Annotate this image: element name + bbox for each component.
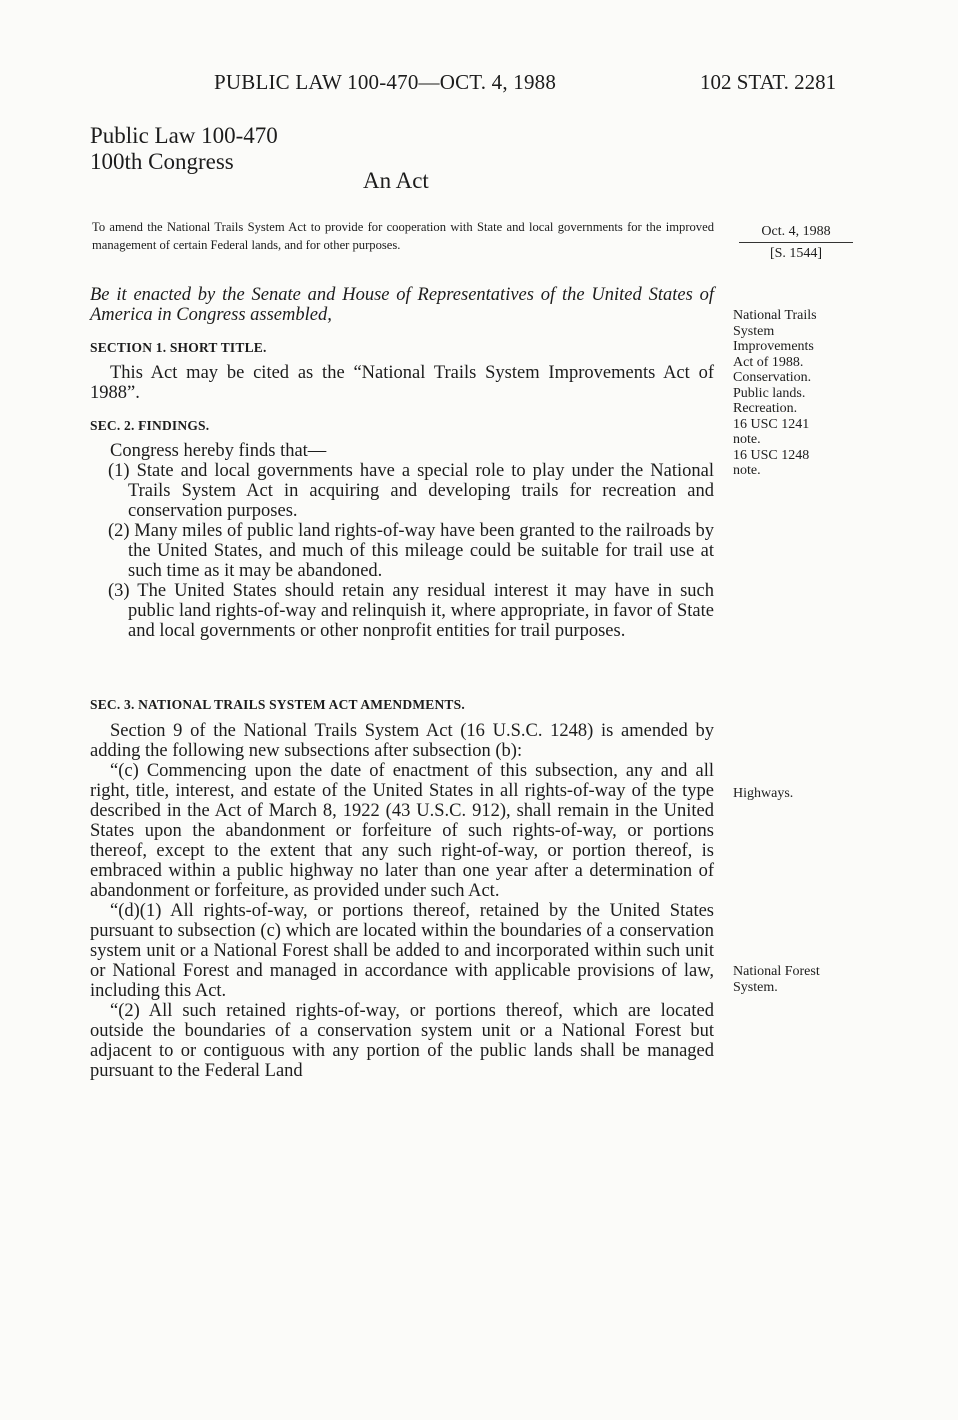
margin-date-block [751, 224, 841, 262]
finding-item: (1) State and local governments have a special role to play under the National Trails System Act in acquiring and developing trails for recreation and conservation purposes. [108, 461, 714, 521]
findings-intro: Congress hereby finds that— [110, 441, 327, 461]
public-law-number: Public Law 100-470 [90, 123, 278, 148]
margin-note-line: note. [733, 432, 761, 447]
margin-note-line: Recreation. [733, 401, 798, 416]
subsection-d2: “(2) All such retained rights-of-way, or portions thereof, which are located outside the boundaries of a conservation system unit or a National Forest but adjacent to or contiguous with any portion of the public lands shall be managed pursuant to the Federal Land [90, 1001, 714, 1081]
margin-note-line: Improvements [733, 339, 814, 354]
margin-note-line: note. [733, 463, 761, 478]
margin-note-line: 16 USC 1248 [733, 447, 810, 463]
section2-heading: SEC. 2. FINDINGS. [90, 418, 210, 433]
section1-text [90, 363, 714, 403]
short-title-text: This Act may be cited as the “National Trails System Improvements Act of 1988”. [90, 363, 714, 403]
purpose-statement: To amend the National Trails System Act to provide for cooperation with State and local governments for the improved management of certain Federal lands, and for other purposes. [92, 220, 714, 252]
enacting-clause: Be it enacted by the Senate and House of Representatives of the United States of America in Congress assembled, [90, 285, 714, 325]
running-head: PUBLIC LAW 100-470—OCT. 4, 1988 [214, 70, 557, 94]
margin-note-line: National Trails [733, 308, 817, 323]
margin-note-national-forest [733, 964, 858, 995]
an-act-heading: An Act [363, 168, 429, 193]
section1-heading: SECTION 1. SHORT TITLE. [90, 340, 267, 355]
finding-item: (3) The United States should retain any residual interest it may have in such public land rights-of-way and relinquish it, where appropriate, in favor of State and local governments or other nonprofit entities for trail purposes. [108, 581, 714, 641]
margin-note-line: Act of 1988. [733, 354, 804, 370]
section2-body [90, 441, 714, 641]
enactment-date: Oct. 4, 1988 [761, 224, 831, 239]
margin-note-line: National Forest [733, 964, 820, 979]
date-divider [739, 242, 853, 243]
margin-note-line: System. [733, 979, 778, 995]
section3-heading: SEC. 3. NATIONAL TRAILS SYSTEM ACT AMENDMENTS. [90, 697, 465, 712]
finding-item: (2) Many miles of public land rights-of-way have been granted to the railroads by the United States, and much of this mileage could be suitable for trail use at such time as it may be abandoned. [108, 521, 714, 581]
margin-note-line: Conservation. [733, 370, 812, 385]
subsection-c: “(c) Commencing upon the date of enactment of this subsection, any and all right, title, interest, and estate of the United States in all rights-of-way of the type described in the Act of March 8, 1922 (43 U.S.C. 912), shall remain in the United States upon the abandonment or forfeiture of such rights-of-way, or portions thereof, except to the extent that any such right-of-way, or portion thereof, is embraced within a public highway no later than one year after a determination of abandonment or forfeiture, as provided under such Act. [90, 761, 714, 901]
bill-number: [S. 1544] [769, 246, 823, 261]
margin-note-line: 16 USC 1241 [733, 416, 810, 432]
congress-number: 100th Congress [90, 149, 234, 174]
margin-note-line: System [733, 323, 775, 339]
stat-page-number: 102 STAT. 2281 [700, 70, 837, 94]
public-law-title [90, 123, 278, 175]
amendment-intro: Section 9 of the National Trails System Act (16 U.S.C. 1248) is amended by adding the following new subsections after subsection (b): [90, 721, 714, 761]
margin-note-line: Public lands. [733, 385, 806, 401]
margin-note-highways: Highways. [733, 786, 794, 801]
section3-body [90, 721, 714, 1081]
margin-note-short-title [733, 308, 858, 479]
subsection-d1: “(d)(1) All rights-of-way, or portions thereof, retained by the United States pursuant to subsection (c) which are located within the boundaries of a conservation system unit or a National Forest shall be added to and incorporated within such unit or National Forest and managed in accordance with applicable provisions of law, including this Act. [90, 901, 714, 1001]
